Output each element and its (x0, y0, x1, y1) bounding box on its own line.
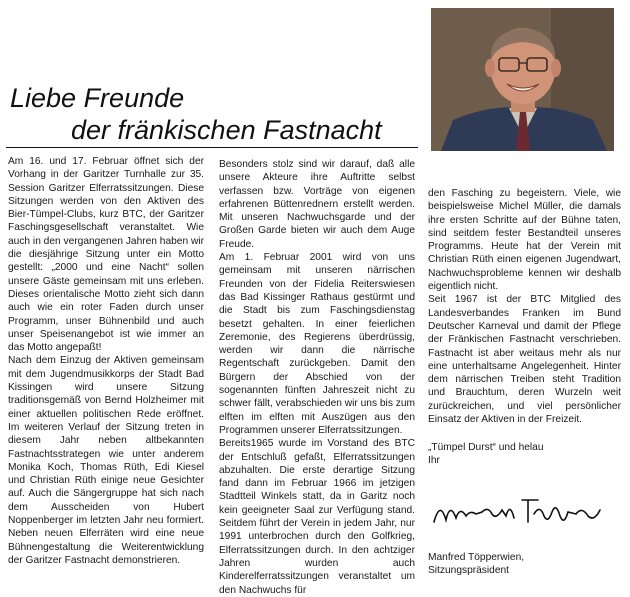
text-column-3 (428, 187, 621, 426)
signer-role: Sitzungspräsident (428, 565, 509, 577)
article-title (10, 82, 382, 146)
paragraph: Am 16. und 17. Februar öffnet sich der Vorhang in der Garitzer Turnhalle zur 35. Session Garitzer Elferratssitzungen. Diese Sitzungen werden von den Aktiven des Bier-Tümpel-Clubs, kurz BTC, der Garitzer Faschingsgesellschaft veranstaltet. Wie auch in den vergangenen Jahren haben wir die diesjährige Sitzung unter ein Motto gestellt: „2000 und eine Nacht“ sollen unsere Gäste gemeinsam mit uns erleben. Dieses orientalische Motto zieht sich dann auch wie ein roter Faden durch unser Programm, unser Bühnenbild und auch unser Speisenangebot ist wie immer an das Motto angepaßt! (8, 156, 204, 354)
paragraph: Bereits1965 wurde im Vorstand des BTC der Entschluß gefaßt, Elferratssitzungen abzuhalten. Die erste derartige Sitzung fand dann im Februar 1966 im jetzigen Stadtteil Winkels statt, da in Garitz noch kein geeigneter Saal zur Verfügung stand. Seitdem führt der Verein in jedem Jahr, nur 1991 unterbrochen durch den Golfkrieg, Elferratssitzungen durch. In den achtziger Jahren wurden auch Kinderelferratssitzungen veranstaltet um den Nachwuchs für (219, 438, 415, 596)
title-divider (6, 147, 418, 148)
text-column-1 (8, 155, 204, 567)
paragraph: Besonders stolz sind wir darauf, daß alle unsere Akteure ihre Auftritte selbst verfassen bzw. Vorträge von eigenen erfahrenen Büttenrednern erstellt werden. Mit unseren Nachwuchsgarde und der Großen Garde bieten wir auch dem Auge Freude. (219, 159, 415, 250)
portrait-photo (431, 8, 614, 151)
portrait-illustration (431, 8, 614, 151)
title-line-1: Liebe Freunde (10, 83, 185, 113)
signer-name: Manfred Töpperwien, (428, 552, 525, 563)
title-line-2: der fränkischen Fastnacht (71, 115, 382, 145)
signature-icon (430, 492, 605, 532)
greeting-line: „Tümpel Durst“ und helau (428, 442, 544, 453)
yours-line: Ihr (428, 455, 440, 467)
handwritten-signature (430, 492, 605, 532)
text-column-2 (219, 158, 415, 597)
paragraph: Seit 1967 ist der BTC Mitglied des Landesverbandes Franken im Bund Deutscher Karneval und damit der Pflege der Fränkischen Fastnacht verschrieben. Fastnacht ist aber weitaus mehr als nur eine unterhaltsame Angelegenheit. Hinter dem närrischen Treiben steht Tradition und Brauchtum, deren Wurzeln weit zurückreichen, und viel persönlicher Einsatz der Aktiven in der Freizeit. (428, 294, 621, 426)
closing-greeting (428, 441, 544, 468)
signer-block (428, 551, 524, 578)
paragraph: Nach dem Einzug der Aktiven gemeinsam mit dem Jugendmusikkorps der Stadt Bad Kissingen wird unsere Sitzung traditionsgemäß von Bernd Holzheimer mit einer aktuellen politischen Rede eröffnet. Im weiteren Verlauf der Sitzung treten in diesem Jahr neben altbekannten Fastnachtsstrategen wie unter anderem Monika Koch, Thomas Rüth, Edi Kiesel und Christian Rüth einige neue Gesichter auf. Auch die Sängergruppe hat sich nach dem Ausscheiden von Hubert Noppenberger im letzten Jahr neu formiert. Neben neuen Elferräten wird eine neue Bühnengestaltung die Weiterentwicklung der Garitzer Fastnacht demonstrieren. (8, 355, 204, 566)
paragraph: Am 1. Februar 2001 wird von uns gemeinsam mit unseren närrischen Freunden von der Fidelia Reiterswiesen das Bad Kissinger Rathaus gestürmt und die Stadt bis zum Faschingsdienstag besetzt gehalten. In einer feierlichen Zeremonie, des Regierens überdrüssig, werden wir dann die närrische Regentschaft zurückgeben. Damit den Bürgern der Abschied von der sogenannten fünften Jahreszeit nicht zu schwer fällt, verabschieden wir uns bis zum elften im elften mit Auszügen aus den Programmen unserer Elferratssitzungen. (219, 252, 415, 436)
paragraph: den Fasching zu begeistern. Viele, wie beispielsweise Michel Müller, die damals ihre ersten Schritte auf der Bühne taten, sind seitdem fester Bestandteil unseres Programms. Heute hat der Verein mit Christian Rüth einen eigenen Jugendwart, Nachwuchsprobleme kennen wir deshalb eigentlich nicht. (428, 188, 621, 293)
